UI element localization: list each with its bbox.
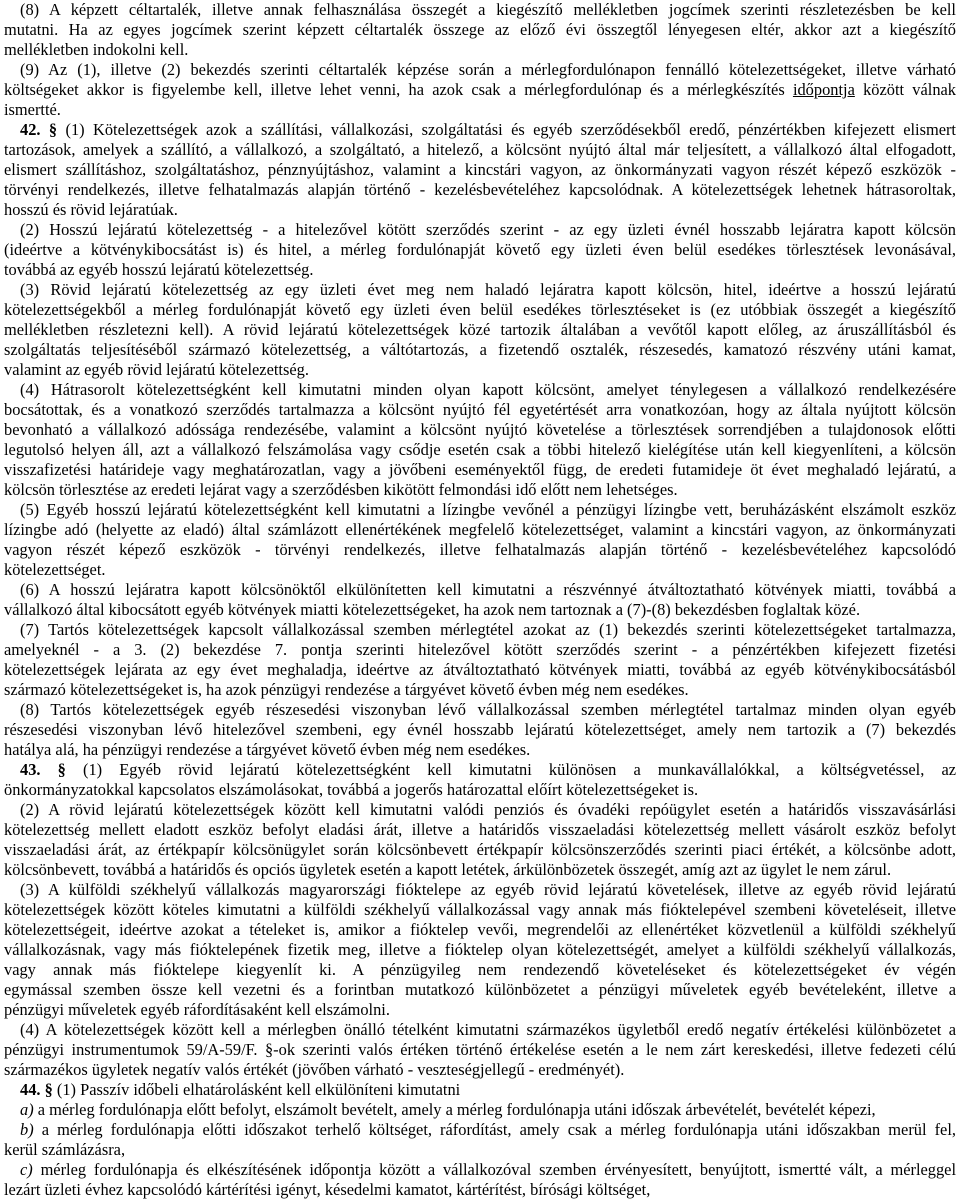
text-line: amelyeknél - a 3. (2) bekezdése 7. pontja szerinti hitelezővel kötött szerződés szerint - a pénzértékben kifejezett fizetési xyxy=(4,640,956,659)
text-line: (7) Tartós kötelezettségek kapcsolt vállalkozással szemben mérlegtétel azokat az (1) bekezdés szerinti kötelezettségeket tartalmazza, xyxy=(20,620,956,639)
text-line: kötelezettségekből a mérleg fordulónapját követő egy üzleti éven belül esedékes törlesztéseket is (ez utóbbiak összegét a kiegészítő xyxy=(4,300,956,319)
paragraph xyxy=(4,700,956,760)
text-line: valamint az egyéb rövid lejáratú kötelezettség. xyxy=(4,360,309,379)
paragraph xyxy=(4,880,956,1020)
text-line xyxy=(4,760,956,780)
text-line: szolgáltatás teljesítéséből származó kötelezettség, a váltótartozás, a fizetendő osztalék, részesedés, kamatozó részvény utáni kamat, xyxy=(4,340,956,359)
text-line xyxy=(4,80,956,100)
text-line xyxy=(4,1100,956,1120)
text-line: kerül számlázásra, xyxy=(4,1140,126,1159)
text-line: kötelezettséget. xyxy=(4,560,106,579)
text-line xyxy=(4,1120,956,1140)
text-line: (ideértve a kötvénykibocsátást is) és hitel, a mérleg fordulónapját követő egy üzleti éven belül esedékes törlesztések levonásával, xyxy=(4,240,956,259)
list-item-label: a) xyxy=(20,1100,34,1119)
text-line: kötelezettségek lejárata az egy évet meghaladja, ideértve az átváltoztatható kötvények miatti, továbbá az egyéb kötvénykibocsátásból xyxy=(4,660,956,679)
line-text: költségeket akkor is figyelembe kell, illetve lehet venni, ha azok csak a mérlegfordulónap és a mérlegkészítés xyxy=(4,80,793,99)
text-line: mellékletben indokolni kell. xyxy=(4,40,189,59)
text-line: egymással szemben össze kell vezetni és a forintban mutatkozó különbözetet a pénzügyi műveletek egyéb bevételeként, illetve a xyxy=(4,980,956,999)
text-line: továbbá az egyéb hosszú lejáratú kötelezettség. xyxy=(4,260,314,279)
text-line: kölcsön törlesztése az eredeti lejárat vagy a szerződésben kikötött felmondási idő előtt nem lehetséges. xyxy=(4,480,678,499)
line-text: (1) Kötelezettségek azok a szállítási, vállalkozási, szolgáltatási és egyéb szerződésekből eredő, pénzértékben kifejezett elismert xyxy=(65,120,956,139)
text-line: lízingbe adó (helyette az eladó) által számlázott ellenértékének megfelelő kötelezettséget, valamint a kincstári vagyon, az önkormányzati xyxy=(4,520,956,539)
text-line: (3) A külföldi székhelyű vállalkozás magyarországi fióktelepe az egyéb rövid lejáratú követelések, illetve az egyéb rövid lejáratú xyxy=(20,880,956,899)
text-line: vállalkozó által kibocsátott egyéb kötvények miatti kötelezettségeket, ha azok nem tartoznak a (7)-(8) bekezdésben foglaltak közé. xyxy=(4,600,861,619)
text-line: pénzügyi műveletek egyéb ráfordításaként kell elszámolni. xyxy=(4,1000,390,1019)
text-line: (8) Tartós kötelezettségek egyéb részesedési viszonyban lévő vállalkozással szemben mérlegtétel tartalmaz minden olyan egyéb xyxy=(20,700,956,719)
text-line: vagy annak más fióktelepe kiegyenlít ki. A pénzügyileg nem rendezendő követeléseket és kötelezettségeket év végén xyxy=(4,960,956,979)
text-line: (6) A hosszú lejáratra kapott kölcsönöktől elkülönítetten kell kimutatni a részvénnyé átváltoztatható kötvények miatti, továbbá a xyxy=(20,580,956,599)
inline-link[interactable]: időpontja xyxy=(792,80,855,99)
text-line: lezárt üzleti évhez kapcsolódó kártérítési igényt, késedelmi kamatot, kártérítést, bírósági költséget, xyxy=(4,1180,651,1199)
list-item xyxy=(4,1100,956,1120)
text-line xyxy=(4,1160,956,1180)
text-line: önkormányzatokkal kapcsolatos elszámolásokat, továbbá a jogerős határozattal előírt kötelezettségeket is. xyxy=(4,780,699,799)
text-line: kötelezettségeit, ideértve azokat a tételeket is, amikor a fióktelep vevői, megrendelői az ellenértéket közvetlenül a külföldi székhelyű xyxy=(4,920,956,939)
text-line xyxy=(4,120,956,140)
text-line: bevonható a vállalkozó adóssága rendezésébe, valamint a kölcsönt nyújtó követelése a törlesztések sorrendjében a tulajdonosok előtti xyxy=(4,420,956,439)
text-line: hosszú és rövid lejáratúak. xyxy=(4,200,178,219)
text-line: mutatni. Ha az egyes jogcímek szerint képzett céltartalék összege az előző évi összegtől lényegesen eltér, akkor azt a kiegészítő xyxy=(4,20,956,39)
paragraph xyxy=(4,1020,956,1080)
text-line: (8) A képzett céltartalék, illetve annak felhasználása összegét a kiegészítő mellékletben jogcímek szerinti részletezésben be kell xyxy=(20,0,956,19)
line-text: a mérleg fordulónapja előtti időszakot terhelő költséget, ráfordítást, amely csak a mérleg fordulónapja utáni időszakban merül fel, xyxy=(41,1120,956,1139)
list-item xyxy=(4,1120,956,1160)
document-page xyxy=(4,0,956,1200)
text-line: kötelezettségek között köteles kimutatni a külföldi székhelyű vállalkozással vagy annak más fióktelepével szembeni követeléseit, illetve xyxy=(4,900,956,919)
section-number: 44. § xyxy=(20,1080,53,1099)
text-line: (4) A kötelezettségek között kell a mérlegben önálló tételként kimutatni származékos ügyletből eredő negatív értékelési különbözetet a xyxy=(20,1020,956,1039)
text-line: kötelezettség mellett eladott eszköz befolyt eladási árát, illetve a határidős visszaeladási kötelezettség mellett vásárolt eszköz befolyt xyxy=(4,820,956,839)
text-line: (3) Rövid lejáratú kötelezettség az egy üzleti évet meg nem haladó lejáratra kapott kölcsön, hitel, ideértve a hosszú lejáratú xyxy=(20,280,956,299)
paragraph xyxy=(4,0,956,60)
text-line xyxy=(4,1080,956,1100)
text-line: tartozások, amelyek a szállító, a vállalkozó, a szolgáltató, a hitelező, a kölcsönt nyújtó által már teljesített, a vállalkozó által elfogadott, xyxy=(4,140,956,159)
line-text: (1) Egyéb rövid lejáratú kötelezettségként kell kimutatni különösen a munkavállalókkal, a költségvetéssel, az xyxy=(83,760,956,779)
text-line: mellékletben részletezni kell). A rövid lejáratú kötelezettségek közé tartozik általában a vevőtől kapott előleg, az áruszállításból és xyxy=(4,320,956,339)
text-line: vállalkozásnak, vagy más fióktelepének fizetik meg, illetve a fióktelep olyan kötelezettségét, amelyet a külföldi székhelyű vállalkozás, xyxy=(4,940,956,959)
text-line: ismertté. xyxy=(4,100,61,119)
paragraph xyxy=(4,120,956,220)
text-line: törvényi rendelkezés, illetve felhatalmazás alapján történő - kezelésbevételéhez kapcsolódnak. A kötelezettségek lehetnek hátrasoroltak, xyxy=(4,180,956,199)
paragraph xyxy=(4,620,956,700)
list-item-label: c) xyxy=(20,1160,33,1179)
text-line: pénzügyi instrumentumok 59/A-59/F. §-ok szerinti valós értéken történő értékelése esetén a le nem zárt kereskedési, illetve fedezeti célú xyxy=(4,1040,956,1059)
line-text: a mérleg fordulónapja előtt befolyt, elszámolt bevételt, amely a mérleg fordulónapja utáni időszak árbevételét, bevételét képezi, xyxy=(37,1100,876,1119)
paragraph xyxy=(4,280,956,380)
text-line: hatálya alá, ha pénzügyi rendezése a tárgyévet követő évben még nem esedékes. xyxy=(4,740,531,759)
section-number: 43. § xyxy=(20,760,66,779)
line-text: között válnak xyxy=(854,80,956,99)
text-line: származó kötelezettségeket is, ha azok pénzügyi rendezése a tárgyévet követő évben még nem esedékes. xyxy=(4,680,689,699)
paragraph xyxy=(4,800,956,880)
text-line: visszaeladási árát, az értékpapír kölcsönügylet során kölcsönbevett értékpapír kölcsönszerződés szerinti piaci értékét, a kölcsönbe adott, xyxy=(4,840,956,859)
line-text: mérleg fordulónapja és elkészítésének időpontja között a vállalkozóval szemben érvényesített, benyújtott, ismertté vált, a mérleggel xyxy=(40,1160,956,1179)
text-line: kölcsönbevett, továbbá a határidős és opciós ügyletek esetén a kapott letétek, árkülönbözetek összegét, amíg azt az ügylet le nem zárul. xyxy=(4,860,892,879)
list-item xyxy=(4,1160,956,1200)
text-line: (5) Egyéb hosszú lejáratú kötelezettségként kell kimutatni a lízingbe vevőnél a pénzügyi lízingbe vett, beruházásként elszámolt eszköz xyxy=(20,500,956,519)
paragraph xyxy=(4,580,956,620)
paragraph xyxy=(4,760,956,800)
text-line: (2) A rövid lejáratú kötelezettségek között kell kimutatni valódi penziós és óvadéki repóügylet esetén a határidős visszavásárlási xyxy=(20,800,956,819)
text-line: legutolsó helyen áll, azt a vállalkozó felszámolása vagy csődje esetén csak a többi hitelező kielégítése után kell kiegyenlíteni, a kölcsön xyxy=(4,440,956,459)
section-number: 42. § xyxy=(20,120,58,139)
paragraph xyxy=(4,500,956,580)
text-line: bocsátottak, és a vonatkozó szerződés tartalmazza a kölcsönt nyújtó fél egyetértését arra vonatkozóan, hogy az általa nyújtott kölcsön xyxy=(4,400,956,419)
text-line: származékos ügyletek negatív valós értékét (jövőben várható - veszteségjellegű - eredményét). xyxy=(4,1060,625,1079)
paragraph xyxy=(4,1080,956,1100)
line-text: (1) Passzív időbeli elhatárolásként kell elkülöníteni kimutatni xyxy=(56,1080,461,1099)
paragraph xyxy=(4,220,956,280)
text-line: (2) Hosszú lejáratú kötelezettség - a hitelezővel kötött szerződés szerint - az egy üzleti évnél hosszabb lejáratra kapott kölcsön xyxy=(20,220,956,239)
text-line: visszafizetési határideje vagy meghatározatlan, vagy a jövőbeni eseményektől függ, de eredeti futamideje öt évet meghaladó lejáratú, a xyxy=(4,460,956,479)
text-line: elismert szállításhoz, szolgáltatáshoz, pénznyújtáshoz, valamint a kincstári vagyon, az önkormányzati vagyon részét képező eszközök - xyxy=(4,160,956,179)
text-line: részesedési viszonyban lévő hitelezővel szembeni, egy évnél hosszabb lejáratú kötelezettséget, amely nem tartozik a (7) bekezdés xyxy=(4,720,956,739)
text-line: vagyon részét képező eszközök - törvényi rendelkezés, illetve felhatalmazás alapján történő - kezelésbevételéhez kapcsolódó xyxy=(4,540,956,559)
text-line: (4) Hátrasorolt kötelezettségként kell kimutatni minden olyan kapott kölcsönt, amelyet ténylegesen a vállalkozó rendelkezésére xyxy=(20,380,956,399)
text-line: (9) Az (1), illetve (2) bekezdés szerinti céltartalék képzése során a mérlegfordulónapon fennálló kötelezettségeket, illetve várható xyxy=(20,60,956,79)
list-item-label: b) xyxy=(20,1120,34,1139)
paragraph xyxy=(4,60,956,120)
paragraph xyxy=(4,380,956,500)
